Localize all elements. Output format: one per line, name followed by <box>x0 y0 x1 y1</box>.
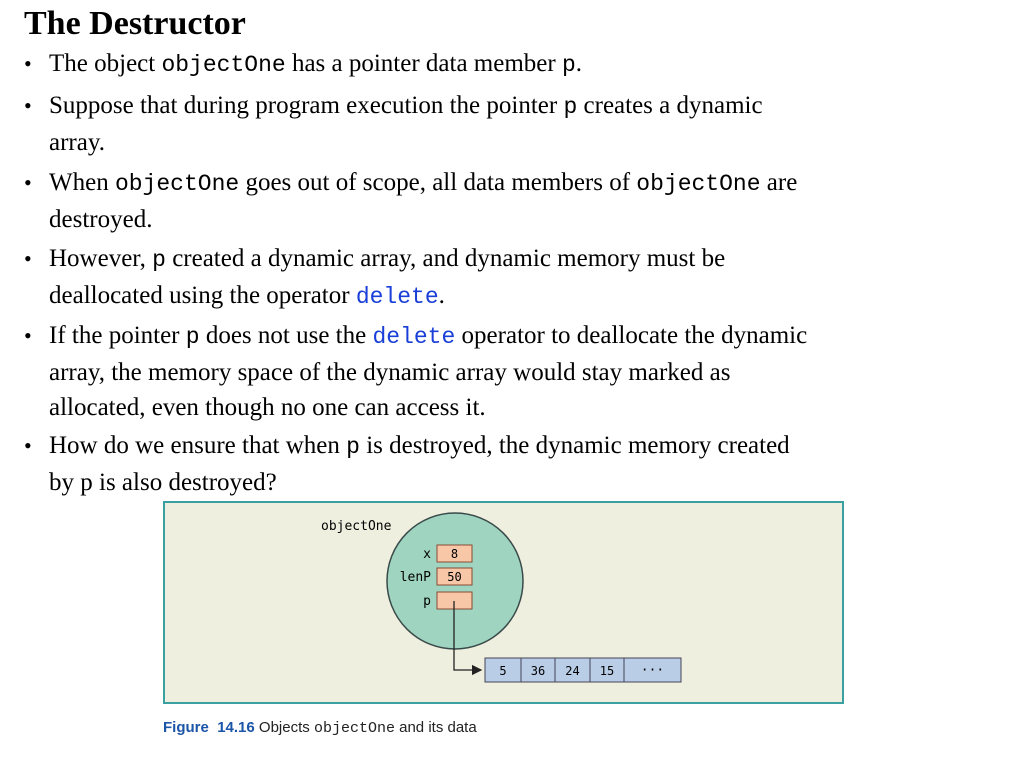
bullet-text: The object <box>49 50 162 77</box>
dynamic-array <box>485 658 681 682</box>
member-value-x: 8 <box>450 547 459 561</box>
bullet-text: However, <box>49 245 153 272</box>
member-name-lenp: lenP <box>399 570 431 585</box>
slide-title: The Destructor <box>24 5 246 42</box>
code-text: objectOne <box>161 52 286 78</box>
caption-text: and its data <box>394 719 477 736</box>
array-cell-ellipsis: ··· <box>640 663 665 678</box>
object-diagram <box>165 503 842 702</box>
bullet-text: operator to deallocate the dynamic <box>455 322 808 349</box>
bullet-text: are <box>760 169 798 196</box>
bullet-dot-icon: • <box>24 51 32 76</box>
array-cell-value: 36 <box>530 664 546 678</box>
member-name-x: x <box>423 547 431 562</box>
bullet-text: . <box>575 50 583 77</box>
figure-panel <box>163 501 844 704</box>
member-value-lenp: 50 <box>447 570 462 584</box>
caption-number: 14.16 <box>217 719 255 736</box>
code-text: p <box>185 324 200 350</box>
code-text: p <box>561 52 576 78</box>
code-text: p <box>346 434 360 460</box>
bullet-text: Suppose that during program execution the pointer <box>49 92 564 119</box>
bullet-text: created a dynamic array, and dynamic memory must be <box>165 245 726 272</box>
bullet-text: If the pointer <box>49 322 186 349</box>
bullet-text: array, the memory space of the dynamic array would stay marked as <box>49 359 731 386</box>
code-text: p <box>152 247 166 273</box>
bullet-text: array. <box>49 129 105 156</box>
bullet-dot-icon: • <box>24 246 32 271</box>
bullet-text: destroyed. <box>49 206 153 233</box>
member-name-p: p <box>423 594 431 609</box>
delete-keyword: delete <box>372 324 456 350</box>
bullet-dot-icon: • <box>24 433 32 458</box>
bullet-text: How do we ensure that when <box>49 432 347 459</box>
bullet-text: goes out of scope, all data members of <box>239 169 637 196</box>
caption-text: Objects <box>258 719 314 736</box>
code-text: objectOne <box>636 171 761 197</box>
delete-keyword: delete <box>355 284 439 310</box>
array-cell-value: 5 <box>499 664 507 678</box>
code-text: objectOne <box>114 171 240 197</box>
bullet-text: has a pointer data member <box>285 50 562 77</box>
array-cell-value: 24 <box>565 664 580 678</box>
caption-code: objectOne <box>313 720 395 737</box>
bullet-text: creates a dynamic <box>577 92 763 119</box>
bullet-text: allocated, even though no one can access it. <box>49 394 486 421</box>
bullet-dot-icon: • <box>24 93 32 118</box>
array-cell-value: 15 <box>599 664 615 678</box>
object-label: objectOne <box>321 519 392 534</box>
bullet-text: does not use the <box>199 322 373 349</box>
bullet-text: deallocated using the operator <box>49 282 356 309</box>
code-text: p <box>563 94 578 120</box>
figure-caption <box>163 719 477 737</box>
bullet-text: When <box>49 169 115 196</box>
bullet-dot-icon: • <box>24 323 32 348</box>
caption-label: Figure <box>163 719 209 736</box>
bullet-text: by p is also destroyed? <box>49 469 277 496</box>
bullet-dot-icon: • <box>24 170 32 195</box>
bullet-text: . <box>438 282 445 309</box>
bullet-text: is destroyed, the dynamic memory created <box>359 432 790 459</box>
